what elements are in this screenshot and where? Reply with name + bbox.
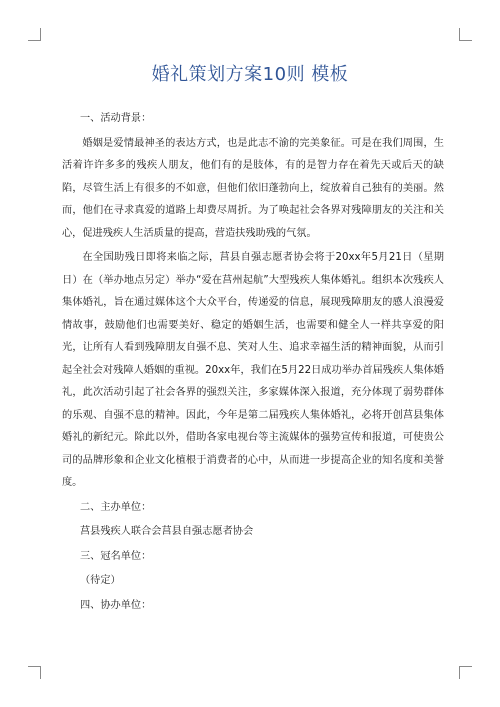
document-body: [62, 108, 444, 617]
section-heading-title-sponsor: 三、冠名单位：: [80, 550, 152, 562]
organizer-name: 莒县残疾人联合会莒县自强志愿者协会: [80, 526, 254, 537]
paragraph-background-1: 婚姻是爱情最神圣的表达方式，也是此志不渝的完美象征。可是在我们周围，生活着许许多多的残疾人朋友，他们有的是肢体，有的是智力存在着先天或后天的缺陷，尽管生活上有很多的不如意，但他们依旧蓬勃向上，绽放着自己独有的美丽。然而，他们在寻求真爱的道路上却费尽周折。为了唤起社会各界对残障朋友的关注和关心，促进残疾人生活质量的提高，营造扶残助残的气氛。: [62, 137, 444, 239]
paragraph-background-2: 在全国助残日即将来临之际，莒县自强志愿者协会将于20xx年5月21日（星期日）在（举办地点另定）举办“爱在莒州起航”大型残疾人集体婚礼。组织本次残疾人集体婚礼，旨在通过媒体这个大众平台，传递爱的信息，展现残障朋友的感人浪漫爱情故事，鼓励他们也需要美好、稳定的婚姻生活，也需要和健全人一样共享爱的阳光，让所有人看到残障朋友自强不息、笑对人生、追求幸福生活的精神面貌，从而引起全社会对残障人婚姻的重视。20xx年，我们在5月22日成功举办首届残疾人集体婚礼，此次活动引起了社会各界的强烈关注，多家媒体深入报道，充分体现了弱势群体的乐观、自强不息的精神。因此，今年是第二届残疾人集体婚礼，必将开创莒县集体婚礼的新纪元。除此以外，借助各家电视台等主流媒体的强势宣传和报道，可使贵公司的品牌形象和企业文化植根于消费者的心中，从而进一步提高企业的知名度和美誉度。: [62, 252, 444, 488]
section-heading-organizer: 二、主办单位：: [80, 501, 152, 513]
section-heading-co-organizer: 四、协办单位：: [80, 599, 152, 611]
crop-mark-bottom-right: [459, 666, 472, 679]
crop-mark-top-left: [28, 28, 41, 41]
document-title: 婚礼策划方案10则 模板: [151, 64, 349, 85]
crop-mark-top-right: [459, 28, 472, 41]
crop-mark-bottom-left: [28, 666, 41, 679]
title-sponsor-value: （待定）: [80, 575, 121, 586]
section-heading-background: 一、活动背景：: [80, 113, 152, 124]
